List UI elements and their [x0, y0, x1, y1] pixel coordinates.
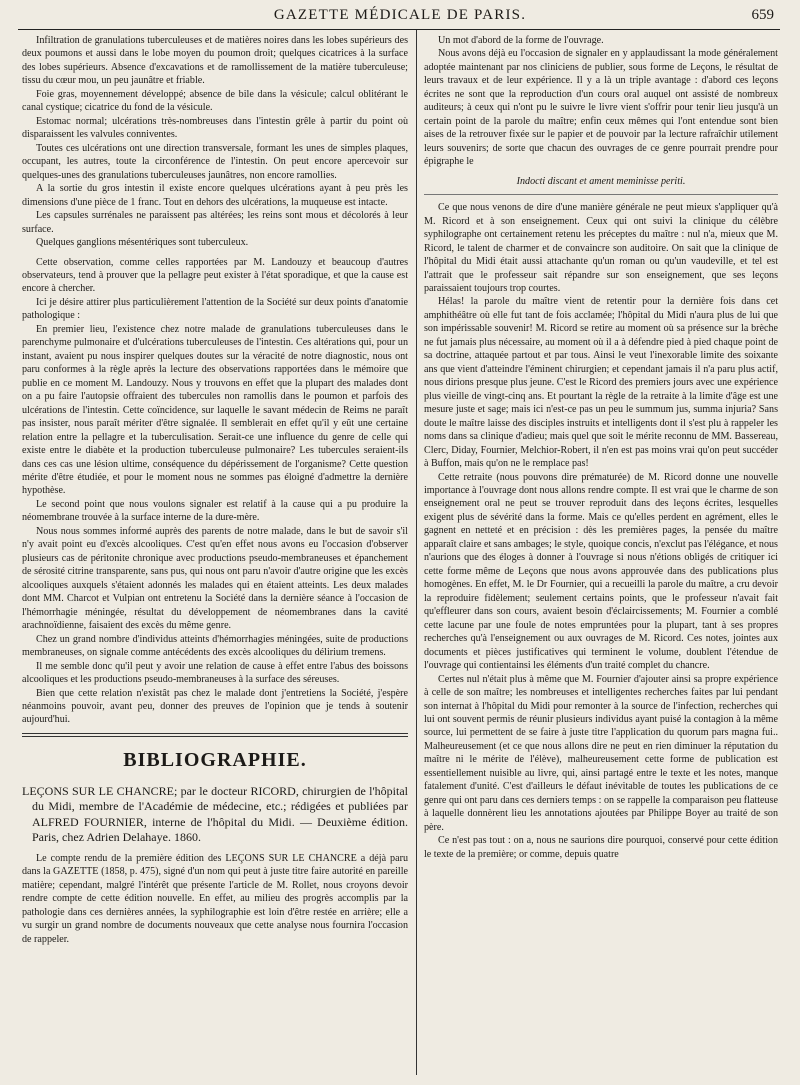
- paragraph: Foie gras, moyennement développé; absence de bile dans la vésicule; calcul oblitérant le canal cystique; cicatrice du fond de la vésicule.: [22, 88, 408, 114]
- paragraph: A la sortie du gros intestin il existe encore quelques ulcérations ayant à peu près les dimensions d'une pièce de 1 franc. Tout en dehors des ulcérations, la muqueuse est intacte.: [22, 183, 408, 208]
- paragraph: Le second point que nous voulons signaler est relatif à la cause qui a pu produire la néomembrane trouvée à la surface interne de la dure-mère.: [22, 498, 408, 524]
- paragraph: Toutes ces ulcérations ont une direction transversale, formant les unes de simples plaques, occupant, les autres, toute la circonférence de l'intestin. On peut encore apercevoir sur quelques-unes des granulations tuberculeuses jaunâtres, non encore ramollies.: [22, 142, 408, 181]
- paragraph: Ce que nous venons de dire d'une manière générale ne peut mieux s'appliquer qu'à M. Ricord et à son enseignement. Ceux qui ont suivi la clinique du célèbre syphilographe ont certainement retenu les préceptes du maître : nul n'a, mieux que M. Ricord, le talent de charmer et de convaincre son auditoire. On sait que la clinique de l'hôpital du Midi était aussi attachante qu'un roman ou qu'un vaudeville, et tel est l'attrait que le professeur sait répandre sur son enseignement, que ses leçons paraissaient toujours trop courtes.: [424, 202, 778, 294]
- paragraph: En premier lieu, l'existence chez notre malade de granulations tuberculeuses dans le parenchyme pulmonaire et d'ulcérations tuberculeuses de l'intestin. Ces altérations qui, pour un instant, avaient pu nous inspirer quelques doutes sur la véracité de notre diagnostic, nous ont paru conformes à la règle après la lecture des observations rapportées dans le mémoire que publie en ce moment M. Landouzy. Nous y trouvons en effet que la plupart des malades dont on a pu faire l'autopsie offraient des tubercules non ramollis dans le poumon et parfois des ulcérations de l'intestin. Cette coïncidence, sur laquelle le savant médecin de Reims ne paraît pas insister, nous paraît mériter d'être signalée. Il semblerait en effet qu'il y eût une certaine relation entre la pellagre et la tuberculisation. Serait-ce une influence du genre de celle qui existe entre le diabète et la production tuberculeuse pulmonaire? Les tubercules seraient-ils dans ces cas une lésion ultime, conséquence du dépérissement de l'organisme? Cette question mérite d'être étudiée, et pour le moment nous ne sommes pas éloigné d'admettre la dernière hypothèse.: [22, 323, 408, 497]
- journal-title: GAZETTE MÉDICALE DE PARIS.: [273, 7, 527, 23]
- paragraph: Infiltration de granulations tuberculeuses et de matières noires dans les lobes supérieurs des deux poumons et aussi dans le lobe moyen du poumon droit; quelques cicatrices à la surface des lobes supérieurs. Absence d'excavations et de ramollissement de la matière tuberculeuse; tissu du cœur mou, un peu jaunâtre et friable.: [22, 35, 408, 87]
- right-column: [424, 34, 778, 861]
- paragraph: Estomac normal; ulcérations très-nombreuses dans l'intestin grêle à partir du point où disparaissent les valvules conniventes.: [22, 115, 408, 141]
- paragraph: Ce n'est pas tout : on a, nous ne saurions dire pourquoi, conservé pour cette édition le texte de la première; or comme, depuis quatre: [424, 835, 778, 860]
- paragraph: Quelques ganglions mésentériques sont tuberculeux.: [36, 237, 249, 249]
- paragraph: Les capsules surrénales ne paraissent pas altérées; les reins sont mous et décolorés à leur surface.: [22, 210, 408, 235]
- epigraph: Indocti discant et ament meminisse periti.: [424, 175, 778, 195]
- paragraph: Nous avons déjà eu l'occasion de signaler en y applaudissant la mode généralement adoptée maintenant par nos cliniciens de publier, sous forme de Leçons, le résultat de leurs travaux et de leur expérience. Il y a là un triple avantage : d'abord ces leçons écrites ne sont que la reproduction d'un cours oral auquel ont assisté de nombreux auditeurs; à ceux qui n'ont pu le suivre le livre vient s'offrir pour tenir lieu jusqu'à un certain point de la parole du maître; enfin ceux mêmes qui l'ont entendue sont bien aises de la retrouver fixée sur le papier et de pouvoir par la lecture rafraîchir utilement leurs souvenirs; de sorte que chacun des ouvrages de ce genre pourrait prendre pour épigraphe le: [424, 48, 778, 168]
- paragraph: Chez un grand nombre d'individus atteints d'hémorrhagies méningées, suite de productions membraneuses, on signale comme antécédents des excès alcooliques du délirium tremens.: [22, 633, 408, 659]
- section-heading: BIBLIOGRAPHIE.: [123, 748, 307, 771]
- paragraph: Bien que cette relation n'existât pas chez le malade dont j'entretiens la Société, j'espère néanmoins pouvoir, avant peu, donner des preuves de l'opinion que je tends à soutenir aujourd'hui.: [22, 687, 408, 726]
- paragraph: Il me semble donc qu'il peut y avoir une relation de cause à effet entre l'abus des boissons alcooliques et les productions pseudo-membraneuses à la surface des séreuses.: [22, 660, 408, 686]
- paragraph: Certes nul n'était plus à même que M. Fournier d'ajouter ainsi sa propre expérience à celle de son maître; les nombreuses et intelligentes recherches faites par lui pendant son internat à l'hôpital du Midi pour remonter à la source de l'infection, recherches qui lui ont souvent permis de réunir plusieurs individus ayant puisé la contagion à la même source, lui permettent de se faire à juste titre l'application du quorum pars magna fui.. Malheureusement (et ce que nous allons dire ne peut en rien diminuer la réputation du maître ni le mérite de l'élève), malheureusement cette forme de publication est essentiellement nuisible au livre, qui, ainsi partagé entre le texte et les notes, manque fatalement d'unité. C'est d'ailleurs le défaut inévitable de toutes les publications de ce genre qui ont paru dans ces derniers temps : on se rappelle la comparaison peu flatteuse à laquelle donnèrent lieu les annotations ajoutées par Philippe Boyer au traité de son père.: [424, 673, 778, 833]
- page-number: 659: [751, 7, 774, 23]
- paragraph: Un mot d'abord de la forme de l'ouvrage.: [438, 35, 604, 46]
- paragraph: Cette retraite (nous pouvons dire prématurée) de M. Ricord donne une nouvelle importance à l'ouvrage dont nous allons rendre compte. Il est vrai que le charme de son enseignement oral ne peut se trouver reproduit dans des leçons écrites, lesquelles exigent plus de sévérité dans la forme. Mais ce qu'elles perdent en agrément, elles le gagnent en netteté et en précision : dès les premières pages, la pensée du maître apparaît claire et sans ambages; le style, quoique concis, n'exclut pas l'élégance, et nous n'aurions que des éloges à donner à l'ouvrage si nous n'étions obligés de critiquer ici cette forme même de Leçons que nous avons approuvée dans des publications plus homogènes. En effet, M. le Dr Fournier, qui a recueilli la parole du maître, a cru devoir la reproduire fidèlement; seulement certains points, que le professeur n'avait fait qu'effleurer dans son cours, avaient besoin d'éclaircissements; M. Fournier a comblé cette lacune par une foule de notes empruntées pour la plupart, tant à ses propres recherches qu'à l'enseignement ou aux ouvrages de M. Ricord. Ces notes, jointes aux documents et pièces justificatives qui terminent le volume, doublent l'étendue de l'ouvrage qui contientainsi les éléments d'un traité complet du chancre.: [424, 471, 778, 672]
- page-header: [0, 0, 800, 30]
- section-separator: [22, 727, 408, 743]
- paragraph: Cette observation, comme celles rapportées par M. Landouzy et beaucoup d'autres observateurs, tend à prouver que la pellagre peut exister à l'état sporadique, et que la cause est encore à chercher.: [22, 256, 408, 295]
- paragraph: Le compte rendu de la première édition des LEÇONS SUR LE CHANCRE a déjà paru dans la GAZETTE (1858, p. 475), signé d'un nom qui peut à juste titre faire autorité en pareille matière; cependant, malgré l'intérêt que présente l'article de M. Rollet, nous croyons devoir rendre compte de cette édition nouvelle. En effet, au milieu des progrès accomplis par la pathologie dans ces dernières années, la syphilographie est loin d'être restée en arrière; elle a vu surgir un grand nombre de documents nouveaux que cette analyse nous fournira l'occasion de rappeler.: [22, 852, 408, 945]
- header-rule: [18, 29, 780, 30]
- paragraph: Ici je désire attirer plus particulièrement l'attention de la Société sur deux points d'anatomie pathologique :: [22, 296, 408, 322]
- paragraph: Hélas! la parole du maître vient de retentir pour la dernière fois dans cet amphithéâtre où elle fut tant de fois acclamée; l'hôpital du Midi n'aura plus de lui que son impérissable souvenir! M. Ricord se retire au moment où sa présence sur la brèche ne fut jamais plus nécessaire, au moment où il a à défendre pied à pied chaque point de sa doctrine, attaquée partout et par tous. Ainsi le veut l'inexorable limite des soixante ans que vient d'atteindre l'éminent chirurgien; et cependant jamais il n'a paru plus actif, nous dirions presque plus jeune. C'est le Ricord des premiers jours avec une expérience plus vieille de vingt-cinq ans. Et pourtant la règle de la retraite à la limite d'âge est une mesure juste et sage; mais ici n'est-ce pas un peu le summum jus, summa injuria? Sans doute le maître laisse des disciples instruits et intelligents dont il s'est plu à rappeler les noms dans sa clinique d'adieu; mais quel que soit le mérite reconnu de MM. Bassereau, Clerc, Diday, Fournier, Melchior-Robert, il n'en est pas moins vrai qu'on peut succéder à Buffon, mais qu'on ne le remplace pas!: [424, 296, 778, 470]
- paragraph: Nous nous sommes informé auprès des parents de notre malade, dans le but de savoir s'il n'y avait point eu d'excès alcooliques. C'est qu'en effet nous avons eu l'occasion d'observer plusieurs cas de péritonite chronique avec productions pseudo-membraneuses et épanchement de sérosité citrine transparente, sans pus, qui nous ont paru n'avoir d'autre origine que les excès alcooliques auxquels s'étaient adonnés les malades qui en étaient atteints. Les deux malades dont MM. Charcot et Vulpian ont entretenu la Société dans la dernière séance à l'occasion de l'hémorrhagie méningée, résultat du développement de néomembranes dans la cavité arachnoïdienne, faisaient des excès du même genre.: [22, 525, 408, 632]
- left-column: [22, 34, 408, 946]
- bibliography-entry: LEÇONS SUR LE CHANCRE; par le docteur RICORD, chirurgien de l'hôpital du Midi, membre de l'Académie de médecine, etc.; rédigées et publiées par ALFRED FOURNIER, interne de l'hôpital du Midi. — Deuxième édition. Paris, chez Adrien Delahaye. 1860.: [22, 783, 408, 845]
- column-divider: [416, 30, 417, 1075]
